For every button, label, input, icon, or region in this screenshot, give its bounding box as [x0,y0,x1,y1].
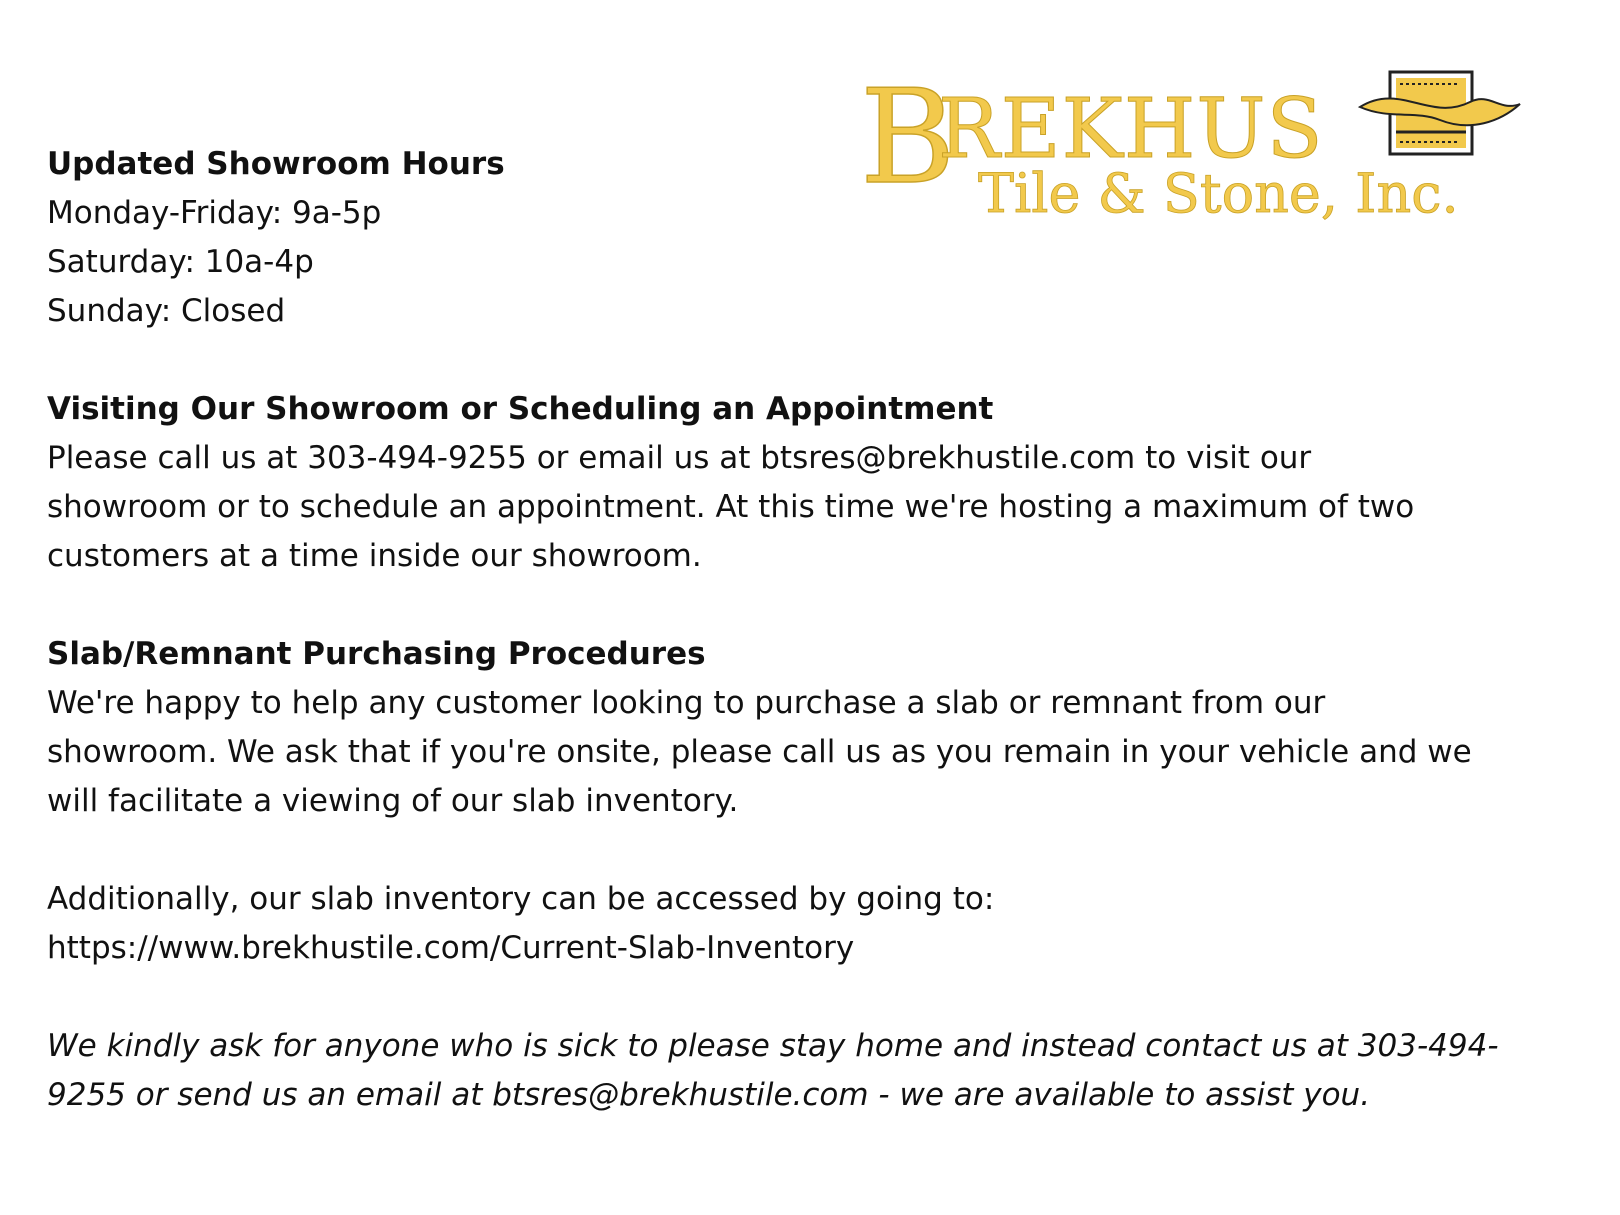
closing-line-2: 9255 or send us an email at btsres@brekhustile.com - we are available to assist you. [47,1077,1371,1113]
svg-text:REKHUS: REKHUS [938,82,1324,177]
closing-line-1: We kindly ask for anyone who is sick to please stay home and instead contact us at 303-494- [47,1028,1499,1064]
slab-line-2: showroom. We ask that if you're onsite, please call us as you remain in your vehicle and we [47,734,1472,770]
visiting-line-1: Please call us at 303-494-9255 or email us at btsres@brekhustile.com to visit our [47,440,1312,476]
inventory-text: Additionally, our slab inventory can be accessed by going to: [47,881,995,917]
slab-line-3: will facilitate a viewing of our slab inventory. [47,783,739,819]
slab-line-1: We're happy to help any customer looking to purchase a slab or remnant from our [47,685,1326,721]
slab-heading: Slab/Remnant Purchasing Procedures [47,636,706,672]
spacer [47,826,1597,875]
inventory-url: https://www.brekhustile.com/Current-Slab-Inventory [47,930,855,966]
notice-content [47,140,1597,1120]
svg-text:B: B [860,62,956,213]
svg-text:Tile & Stone, Inc.: Tile & Stone, Inc. [978,162,1459,225]
hours-heading: Updated Showroom Hours [47,146,505,182]
spacer [47,973,1597,1022]
visiting-heading: Visiting Our Showroom or Scheduling an Appointment [47,391,994,427]
spacer [47,336,1597,385]
visiting-line-3: customers at a time inside our showroom. [47,538,702,574]
hours-sunday: Sunday: Closed [47,293,286,329]
hours-saturday: Saturday: 10a-4p [47,244,314,280]
hours-weekday: Monday-Friday: 9a-5p [47,195,382,231]
visiting-line-2: showroom or to schedule an appointment. At this time we're hosting a maximum of two [47,489,1415,525]
spacer [47,581,1597,630]
